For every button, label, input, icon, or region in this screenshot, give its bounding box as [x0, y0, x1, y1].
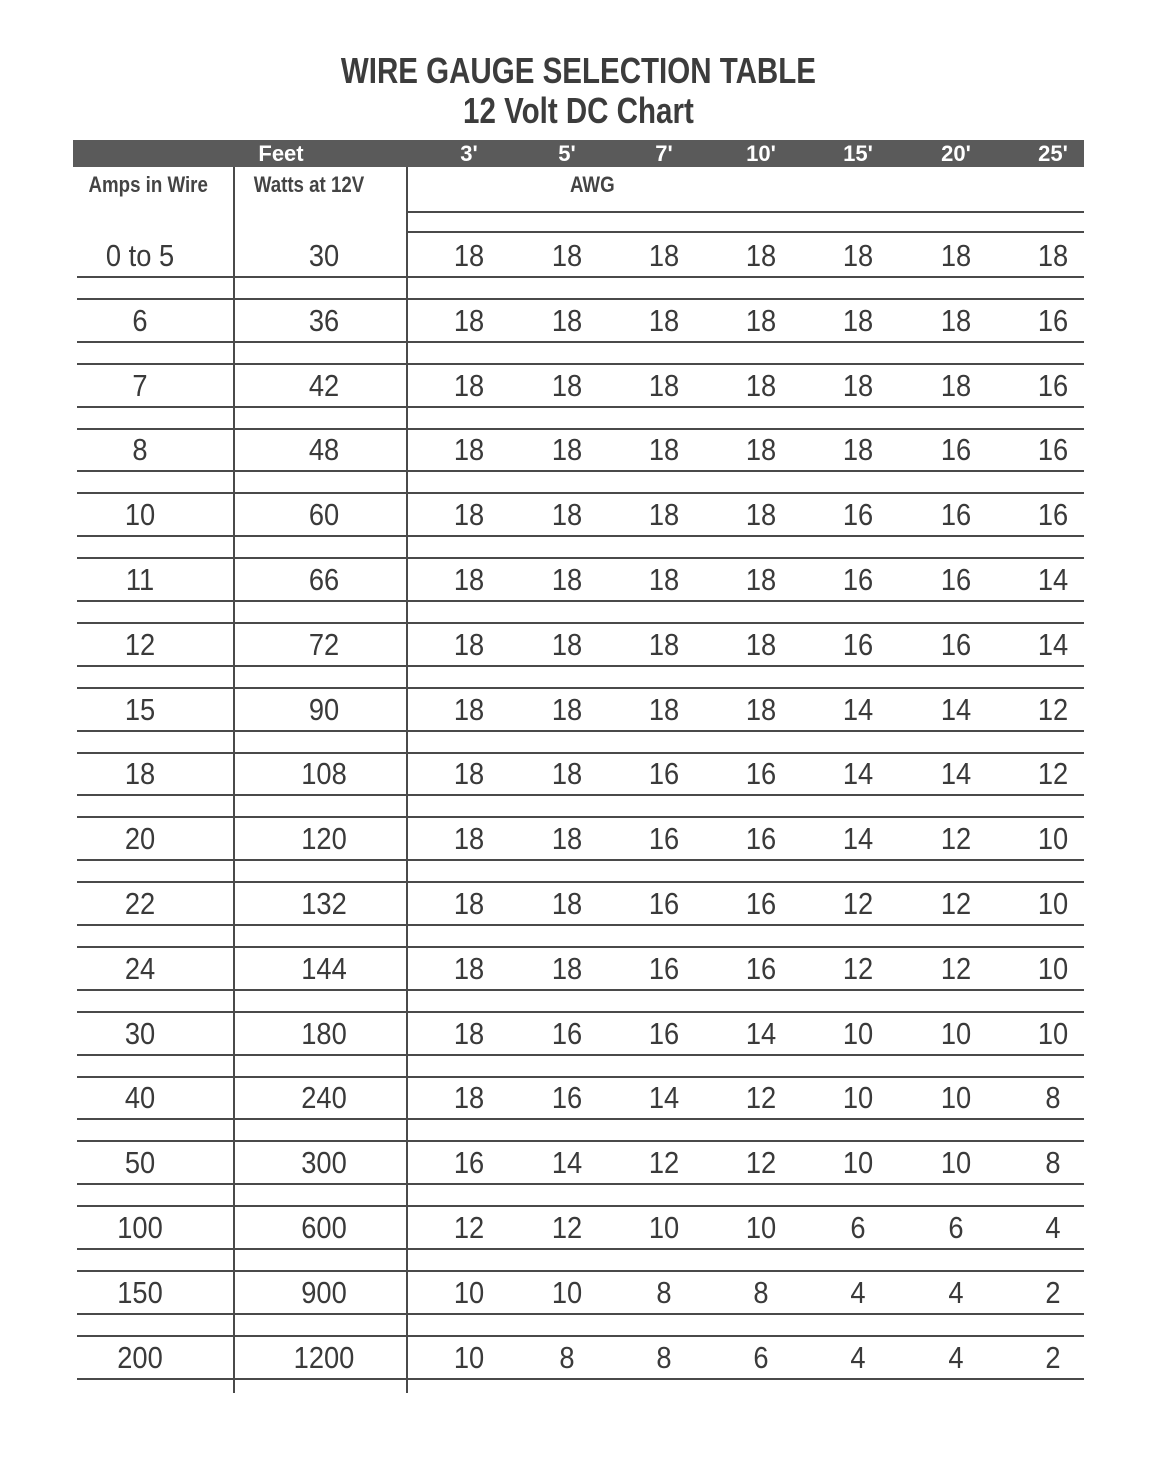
awg-cell: 12: [940, 886, 972, 921]
awg-cell: 18: [551, 562, 583, 597]
amps-cell: 0 to 5: [105, 238, 175, 273]
watts-cell: 132: [301, 886, 347, 921]
awg-cell: 18: [453, 1015, 485, 1051]
awg-column-header: AWG: [569, 172, 615, 197]
awg-cell: 10: [648, 1210, 680, 1245]
watts-cell: 900: [301, 1274, 347, 1310]
awg-cell: 18: [1037, 238, 1069, 273]
row-rule: [77, 924, 1084, 926]
awg-cell: 14: [940, 691, 972, 727]
distance-header: 15': [843, 141, 873, 166]
awg-cell: 14: [940, 756, 972, 792]
awg-cell: 12: [648, 1145, 680, 1181]
awg-cell: 18: [745, 432, 777, 468]
awg-cell: 18: [551, 821, 583, 857]
awg-cell: 18: [453, 756, 485, 792]
awg-cell: 16: [648, 950, 680, 986]
distance-header: 3': [460, 141, 478, 166]
awg-cell: 18: [745, 562, 777, 597]
row-rule: [77, 1140, 1084, 1142]
awg-cell: 10: [842, 1015, 874, 1051]
watts-cell: 48: [308, 432, 340, 468]
awg-cell: 10: [1037, 886, 1069, 921]
amps-cell: 22: [124, 886, 156, 921]
row-rule: [77, 600, 1084, 602]
awg-cell: 16: [940, 562, 972, 597]
awg-cell: 18: [940, 302, 972, 338]
awg-cell: 16: [745, 950, 777, 986]
awg-cell: 12: [551, 1210, 583, 1245]
awg-cell: 8: [559, 1339, 575, 1375]
amps-cell: 50: [124, 1145, 156, 1181]
awg-cell: 18: [551, 950, 583, 986]
awg-cell: 14: [1037, 562, 1069, 597]
awg-cell: 2: [1045, 1339, 1061, 1375]
amps-column-header: Amps in Wire: [88, 172, 208, 197]
awg-cell: 18: [745, 497, 777, 533]
awg-cell: 12: [940, 821, 972, 857]
awg-cell: 18: [745, 626, 777, 662]
watts-cell: 1200: [293, 1339, 355, 1375]
awg-cell: 16: [842, 497, 874, 533]
awg-cell: 16: [1037, 367, 1069, 403]
amps-cell: 40: [124, 1080, 156, 1116]
awg-cell: 18: [551, 626, 583, 662]
awg-cell: 16: [1037, 432, 1069, 468]
row-rule: [77, 1335, 1084, 1337]
awg-cell: 10: [551, 1274, 583, 1310]
row-rule: [407, 211, 1084, 213]
row-rule: [77, 1270, 1084, 1272]
row-rule: [77, 406, 1084, 408]
row-rule: [77, 794, 1084, 796]
awg-cell: 12: [940, 950, 972, 986]
row-rule: [77, 730, 1084, 732]
amps-cell: 15: [124, 691, 156, 727]
awg-cell: 16: [842, 562, 874, 597]
awg-cell: 8: [656, 1339, 672, 1375]
awg-cell: 18: [842, 367, 874, 403]
amps-cell: 30: [124, 1015, 156, 1051]
awg-cell: 18: [453, 432, 485, 468]
amps-cell: 12: [124, 626, 156, 662]
awg-cell: 18: [551, 302, 583, 338]
awg-cell: 18: [745, 367, 777, 403]
awg-cell: 10: [842, 1080, 874, 1116]
awg-cell: 2: [1045, 1274, 1061, 1310]
row-rule: [77, 557, 1084, 559]
amps-cell: 18: [124, 756, 156, 792]
awg-cell: 18: [453, 821, 485, 857]
row-rule: [77, 428, 1084, 430]
awg-cell: 10: [1037, 1015, 1069, 1051]
awg-cell: 16: [551, 1080, 583, 1116]
amps-cell: 24: [124, 950, 156, 986]
row-rule: [77, 298, 1084, 300]
awg-cell: 18: [551, 756, 583, 792]
awg-cell: 18: [453, 950, 485, 986]
row-rule: [77, 816, 1084, 818]
distance-header: 5': [558, 141, 576, 166]
watts-cell: 240: [301, 1080, 347, 1116]
row-rule: [77, 752, 1084, 754]
header-bar: [73, 140, 1084, 167]
row-rule: [77, 1248, 1084, 1250]
row-rule: [77, 687, 1084, 689]
awg-cell: 18: [648, 367, 680, 403]
awg-cell: 18: [842, 302, 874, 338]
awg-cell: 6: [948, 1210, 964, 1245]
awg-cell: 18: [648, 626, 680, 662]
awg-cell: 18: [453, 626, 485, 662]
awg-cell: 12: [1037, 691, 1069, 727]
awg-cell: 18: [745, 238, 777, 273]
watts-cell: 90: [308, 691, 340, 727]
awg-cell: 18: [453, 302, 485, 338]
row-rule: [77, 1205, 1084, 1207]
row-rule: [77, 492, 1084, 494]
row-rule: [77, 1118, 1084, 1120]
awg-cell: 18: [551, 238, 583, 273]
awg-cell: 18: [453, 886, 485, 921]
awg-cell: 18: [551, 432, 583, 468]
awg-cell: 16: [1037, 302, 1069, 338]
awg-cell: 12: [1037, 756, 1069, 792]
awg-cell: 4: [948, 1274, 964, 1310]
amps-cell: 200: [117, 1339, 163, 1375]
row-rule: [77, 1054, 1084, 1056]
row-rule: [77, 1011, 1084, 1013]
awg-cell: 16: [648, 821, 680, 857]
awg-cell: 18: [648, 238, 680, 273]
watts-cell: 42: [308, 367, 340, 403]
awg-cell: 10: [453, 1274, 485, 1310]
awg-cell: 16: [940, 626, 972, 662]
awg-cell: 18: [453, 497, 485, 533]
awg-cell: 18: [940, 367, 972, 403]
table-subtitle: 12 Volt DC Chart: [463, 90, 694, 131]
awg-cell: 18: [453, 238, 485, 273]
column-divider: [233, 167, 235, 1393]
row-rule: [407, 231, 1084, 233]
awg-cell: 14: [842, 756, 874, 792]
awg-cell: 4: [850, 1274, 866, 1310]
watts-cell: 36: [308, 302, 340, 338]
amps-cell: 10: [124, 497, 156, 533]
amps-cell: 7: [132, 367, 148, 403]
awg-cell: 18: [648, 302, 680, 338]
awg-cell: 14: [842, 821, 874, 857]
distance-header: 7': [655, 141, 673, 166]
awg-cell: 10: [745, 1210, 777, 1245]
awg-cell: 10: [1037, 950, 1069, 986]
watts-cell: 72: [308, 626, 340, 662]
awg-cell: 4: [850, 1339, 866, 1375]
watts-cell: 300: [301, 1145, 347, 1181]
table-title: WIRE GAUGE SELECTION TABLE: [340, 50, 816, 91]
amps-cell: 100: [117, 1210, 163, 1245]
awg-cell: 4: [948, 1339, 964, 1375]
awg-cell: 12: [745, 1080, 777, 1116]
awg-cell: 16: [745, 886, 777, 921]
awg-cell: 10: [940, 1015, 972, 1051]
awg-cell: 12: [745, 1145, 777, 1181]
awg-cell: 12: [842, 886, 874, 921]
amps-cell: 11: [125, 562, 155, 597]
row-rule: [77, 622, 1084, 624]
awg-cell: 14: [745, 1015, 777, 1051]
awg-cell: 16: [551, 1015, 583, 1051]
watts-cell: 66: [308, 562, 340, 597]
awg-cell: 18: [745, 302, 777, 338]
awg-cell: 18: [453, 691, 485, 727]
awg-cell: 18: [551, 691, 583, 727]
row-rule: [77, 535, 1084, 537]
awg-cell: 6: [850, 1210, 866, 1245]
watts-cell: 180: [301, 1015, 347, 1051]
awg-cell: 18: [453, 1080, 485, 1116]
awg-cell: 18: [551, 367, 583, 403]
row-rule: [77, 341, 1084, 343]
awg-cell: 8: [656, 1274, 672, 1310]
watts-column-header: Watts at 12V: [253, 172, 365, 197]
feet-label: Feet: [258, 141, 304, 166]
awg-cell: 10: [453, 1339, 485, 1375]
row-rule: [77, 1076, 1084, 1078]
awg-cell: 8: [1045, 1145, 1061, 1181]
awg-cell: 10: [1037, 821, 1069, 857]
awg-cell: 18: [940, 238, 972, 273]
row-rule: [77, 1378, 1084, 1380]
awg-cell: 18: [648, 497, 680, 533]
awg-cell: 12: [453, 1210, 485, 1245]
awg-cell: 18: [745, 691, 777, 727]
awg-cell: 4: [1045, 1210, 1061, 1245]
awg-cell: 10: [940, 1080, 972, 1116]
awg-cell: 16: [745, 756, 777, 792]
amps-cell: 20: [124, 821, 156, 857]
awg-cell: 8: [753, 1274, 769, 1310]
watts-cell: 144: [301, 950, 347, 986]
awg-cell: 16: [648, 1015, 680, 1051]
awg-cell: 18: [648, 691, 680, 727]
awg-cell: 10: [940, 1145, 972, 1181]
watts-cell: 60: [308, 497, 340, 533]
row-rule: [77, 665, 1084, 667]
awg-cell: 18: [453, 367, 485, 403]
amps-cell: 6: [132, 302, 148, 338]
watts-cell: 108: [301, 756, 347, 792]
awg-cell: 14: [842, 691, 874, 727]
awg-cell: 14: [648, 1080, 680, 1116]
distance-header: 10': [746, 141, 776, 166]
awg-cell: 10: [842, 1145, 874, 1181]
watts-cell: 30: [308, 238, 340, 273]
awg-cell: 8: [1045, 1080, 1061, 1116]
awg-cell: 18: [842, 238, 874, 273]
row-rule: [77, 881, 1084, 883]
awg-cell: 16: [1037, 497, 1069, 533]
awg-cell: 16: [648, 886, 680, 921]
row-rule: [77, 859, 1084, 861]
awg-cell: 6: [753, 1339, 769, 1375]
row-rule: [77, 1313, 1084, 1315]
awg-cell: 14: [1037, 626, 1069, 662]
awg-cell: 18: [551, 497, 583, 533]
awg-cell: 16: [940, 432, 972, 468]
watts-cell: 600: [301, 1210, 347, 1245]
column-divider: [406, 167, 408, 1393]
awg-cell: 18: [842, 432, 874, 468]
distance-header: 20': [941, 141, 971, 166]
awg-cell: 18: [453, 562, 485, 597]
awg-cell: 18: [551, 886, 583, 921]
amps-cell: 8: [132, 432, 148, 468]
row-rule: [77, 989, 1084, 991]
awg-cell: 18: [648, 432, 680, 468]
amps-cell: 150: [117, 1274, 163, 1310]
row-rule: [77, 363, 1084, 365]
awg-cell: 16: [842, 626, 874, 662]
row-rule: [77, 946, 1084, 948]
awg-cell: 16: [940, 497, 972, 533]
row-rule: [77, 1183, 1084, 1185]
row-rule: [77, 470, 1084, 472]
awg-cell: 18: [648, 562, 680, 597]
watts-cell: 120: [301, 821, 347, 857]
distance-header: 25': [1038, 141, 1068, 166]
awg-cell: 16: [648, 756, 680, 792]
awg-cell: 14: [551, 1145, 583, 1181]
awg-cell: 16: [745, 821, 777, 857]
row-rule: [77, 276, 1084, 278]
awg-cell: 12: [842, 950, 874, 986]
awg-cell: 16: [453, 1145, 485, 1181]
